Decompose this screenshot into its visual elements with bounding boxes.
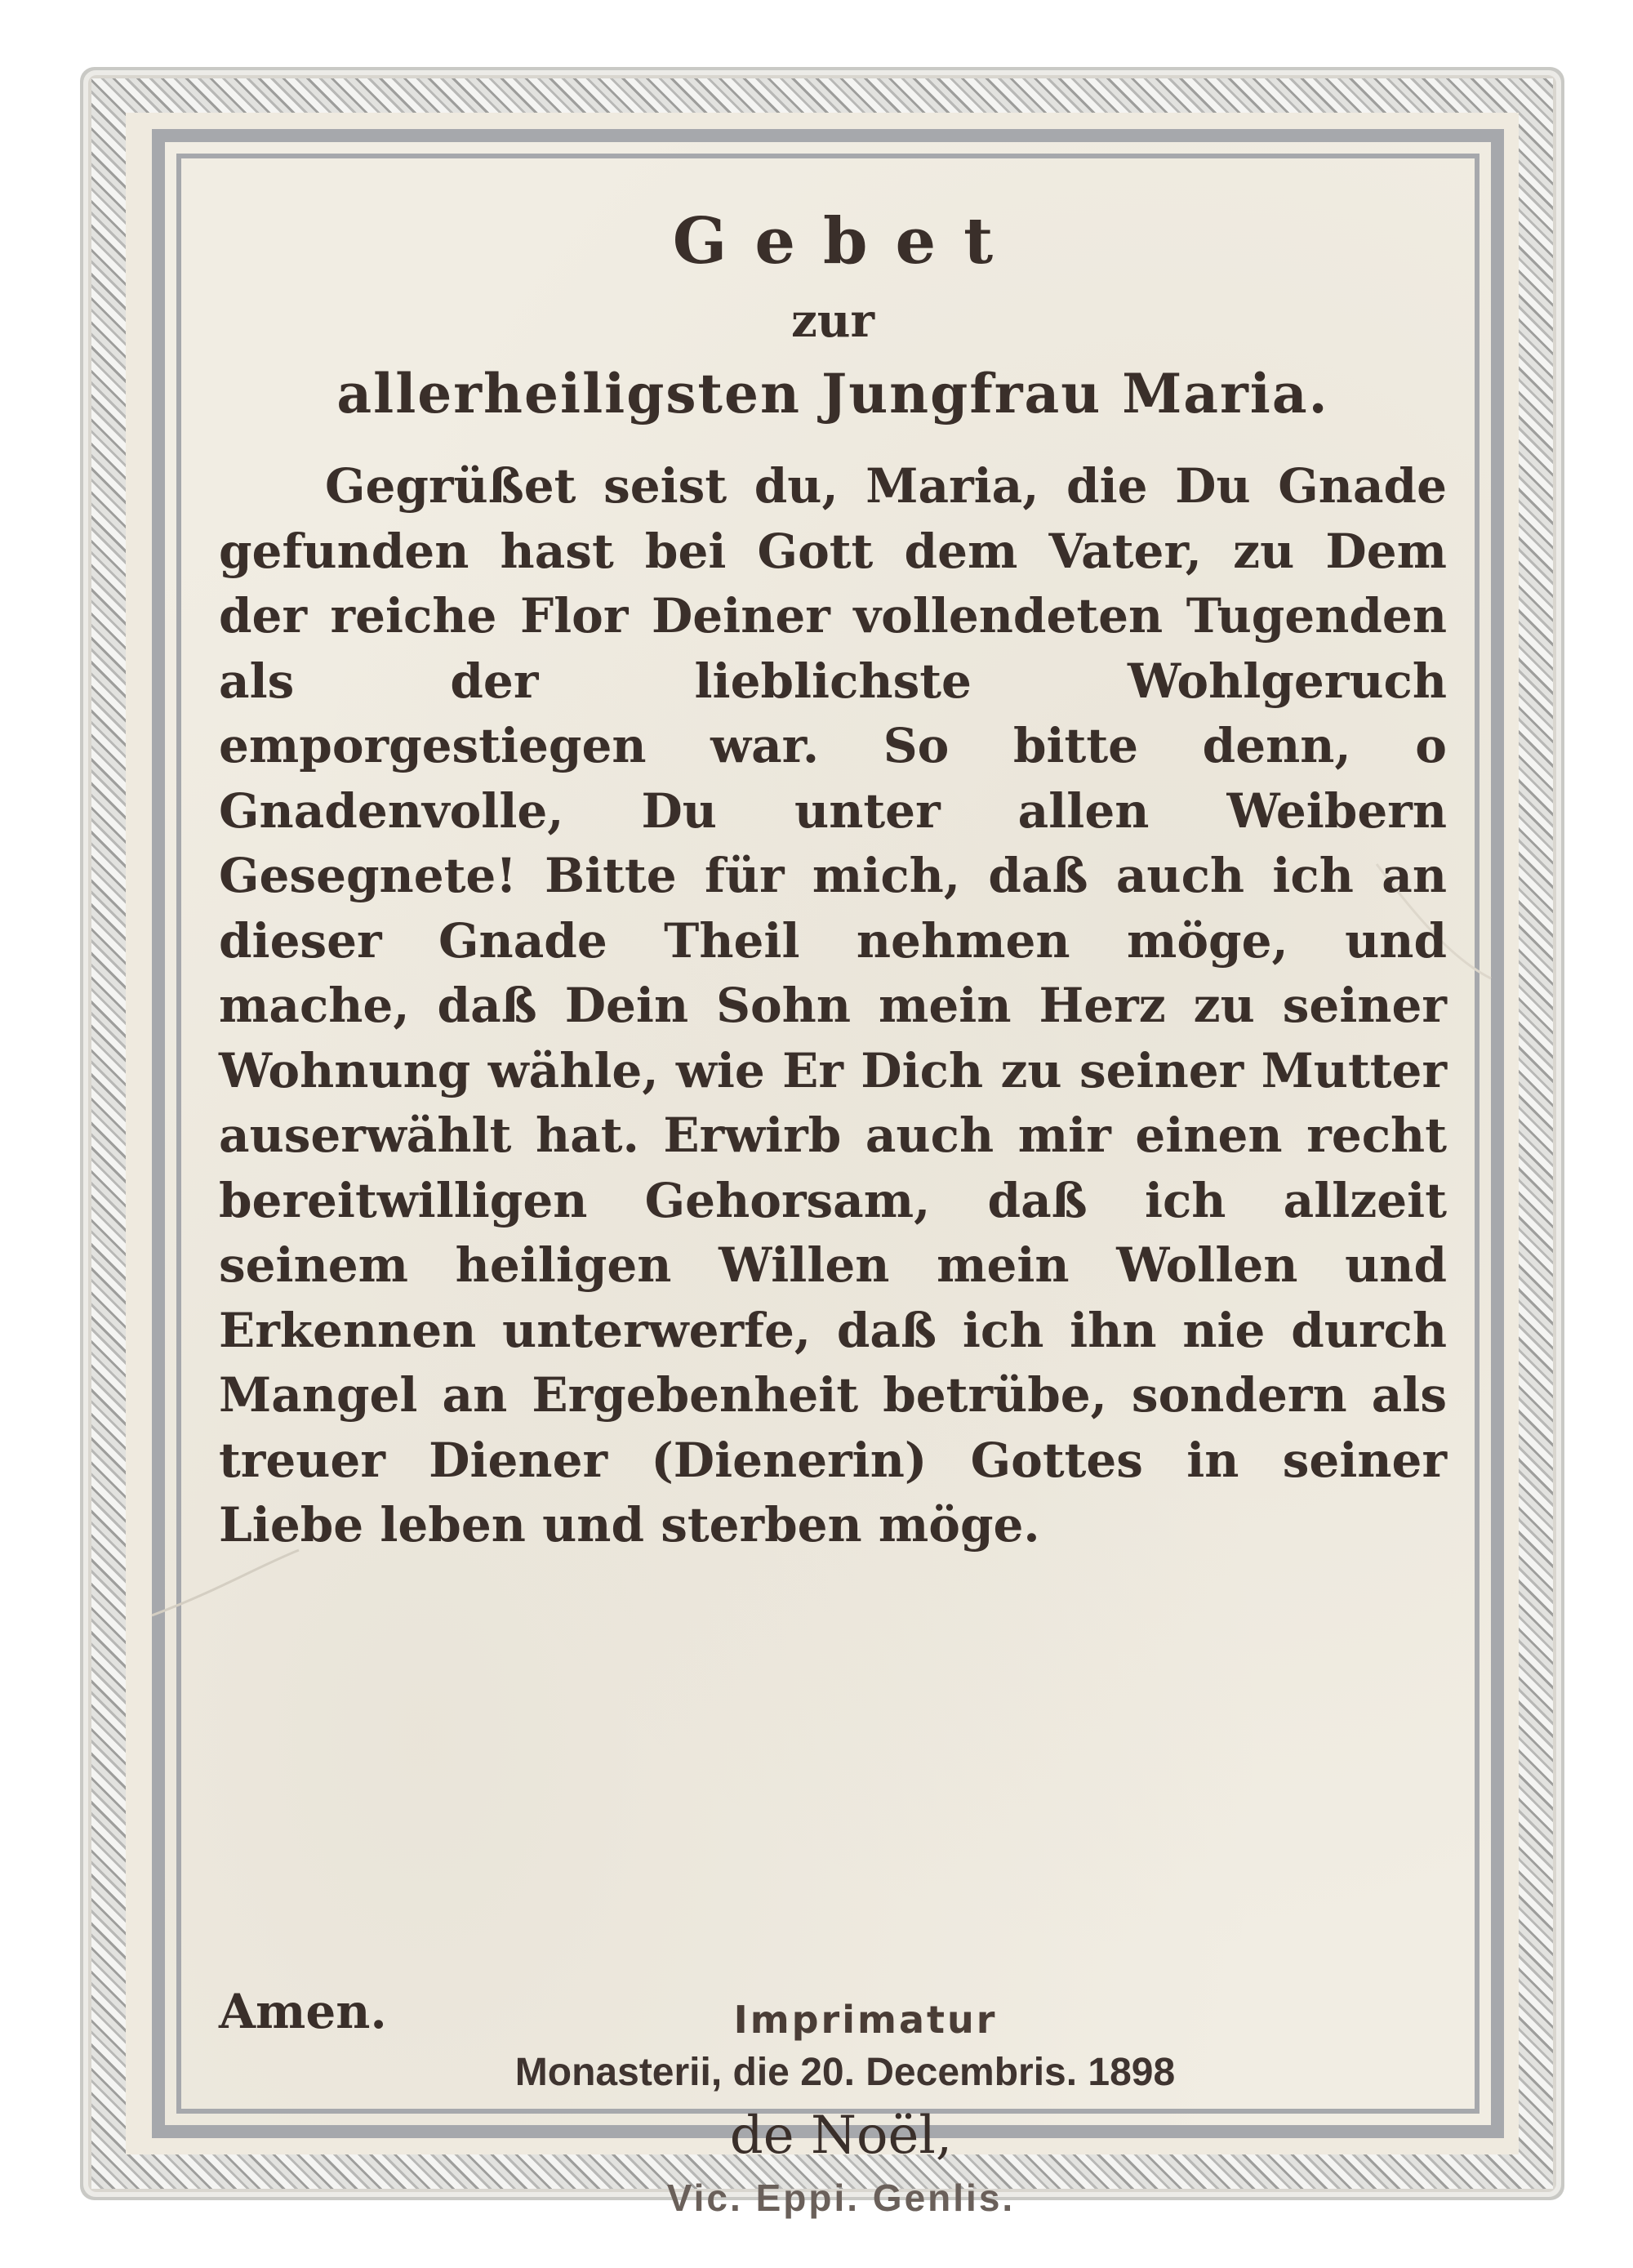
prayer-subtitle-line1: zur	[790, 294, 875, 348]
prayer-subtitle-line2: allerheiligsten Jungfrau Maria.	[336, 362, 1329, 426]
card-content	[219, 203, 1447, 2219]
imprimatur-signature: de Noël,	[729, 2105, 953, 2166]
prayer-card	[91, 78, 1553, 2219]
imprimatur-date: Monasterii, die 20. Decembris. 1898	[514, 2051, 1176, 2094]
imprimatur-label: Imprimatur	[733, 1998, 998, 2042]
prayer-text: Gegrüßet seist du, Maria, die Du Gnade gefunden hast bei Gott dem Vater, zu Dem der reiche Flor Deiner vollendeten Tugenden als der lieblichste Wohlgeruch emporgestiegen war. So bitte denn, o Gnadenvolle, Du unter allen Weibern Gesegnete! Bitte für mich, daß auch ich an dieser Gnade Theil nehmen möge, und mache, daß Dein Sohn mein Herz zu seiner Wohnung wähle, wie Er Dich zu seiner Mutter auserwählt hat. Erwirb auch mir einen recht bereitwilligen Gehorsam, daß ich allzeit seinem heiligen Willen mein Wollen und Erkennen unterwerfe, daß ich ihn nie durch Mangel an Ergebenheit betrübe, sondern als treuer Diener (Dienerin) Gottes in seiner Liebe leben und sterben möge.	[219, 458, 1447, 1553]
imprimatur-office: Vic. Eppi. Genlis.	[666, 2177, 1016, 2219]
prayer-title: Gebet	[672, 204, 1021, 278]
card-panel	[152, 129, 1504, 2219]
amen-text: Amen.	[219, 1984, 387, 2039]
